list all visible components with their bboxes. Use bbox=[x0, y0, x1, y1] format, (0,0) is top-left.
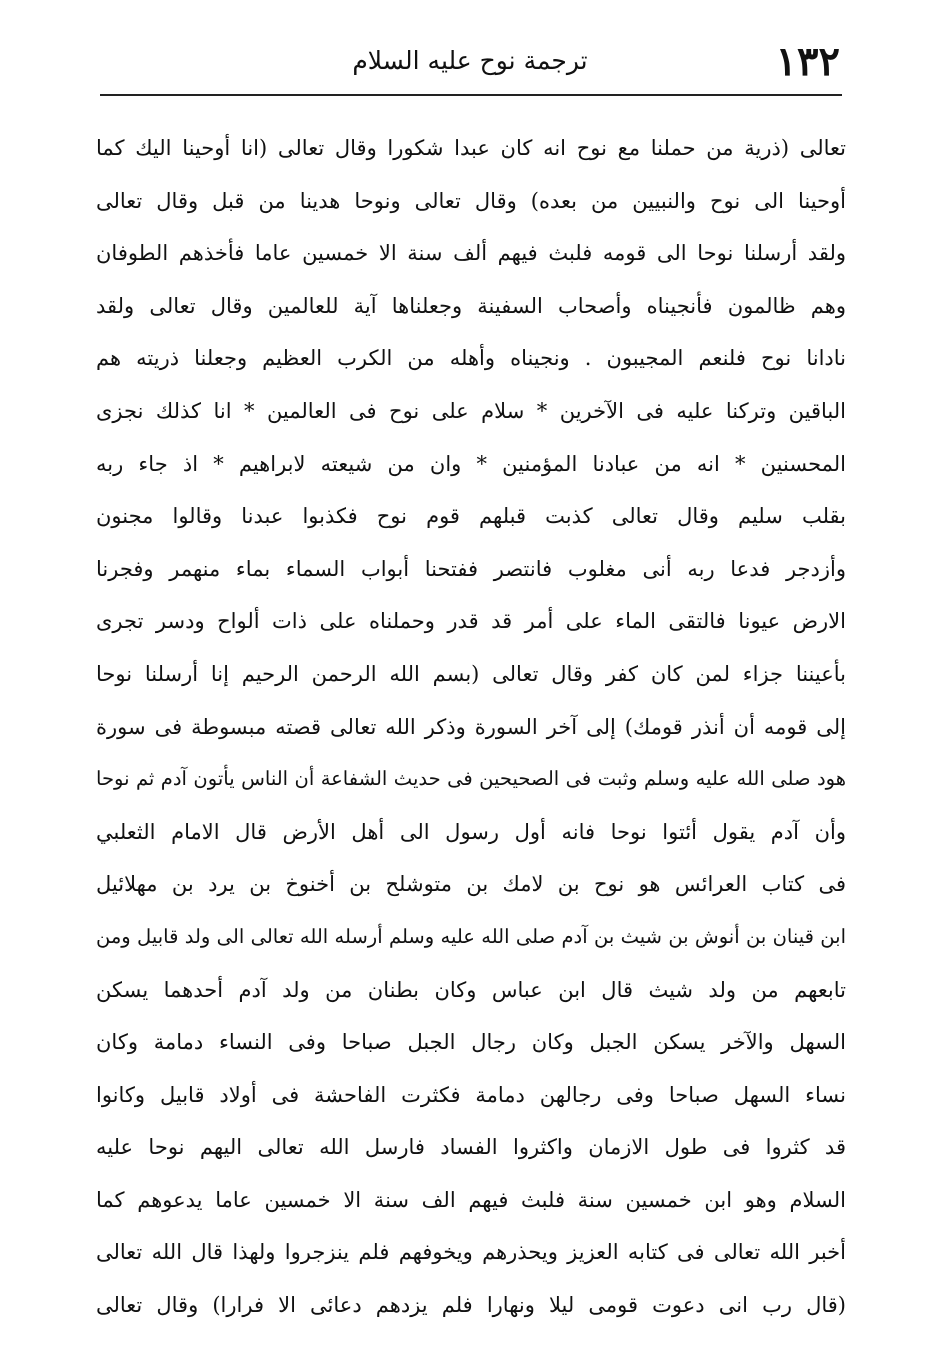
header-rule bbox=[100, 94, 842, 96]
text-line: بقلب سليم وقال تعالى كذبت قبلهم قوم نوح فكذبوا عبدنا وقالوا مجنون bbox=[96, 504, 846, 529]
text-line: أوحينا الى نوح والنبيين من بعده) وقال تعالى ونوحا هدينا من قبل وقال تعالى bbox=[96, 188, 846, 213]
text-line: إلى قومه أن أنذر قومك) إلى آخر السورة وذكر الله تعالى قصته مبسوطة فى سورة bbox=[96, 714, 846, 739]
text-line: فى كتاب العرائس هو نوح بن لامك بن متوشلح بن أخنوخ بن يرد بن مهلائيل bbox=[96, 872, 846, 897]
text-line: أخبر الله تعالى فى كتابه العزيز ويحذرهم ويخوفهم فلم ينزجروا ولهذا قال الله تعالى bbox=[96, 1240, 846, 1265]
body-text bbox=[96, 122, 846, 1332]
text-line: السلام وهو ابن خمسين سنة فلبث فيهم الف سنة الا خمسين عاما يدعوهم كما bbox=[96, 1187, 846, 1212]
text-line: هود صلى الله عليه وسلم وثبت فى الصحيحين فى حديث الشفاعة أن الناس يأتون آدم ثم نوحا bbox=[96, 767, 846, 791]
text-line: وأزدجر فدعا ربه أنى مغلوب فانتصر ففتحنا أبواب السماء بماء منهمر وفجرنا bbox=[96, 556, 846, 581]
page-header bbox=[100, 30, 840, 92]
text-line: وأن آدم يقول أئتوا نوحا فانه أول رسول الى أهل الأرض قال الامام الثعلبي bbox=[96, 819, 846, 844]
text-line: المحسنين * انه من عبادنا المؤمنين * وان من شيعته لابراهيم * اذ جاء ربه bbox=[96, 451, 846, 476]
text-line: وهم ظالمون فأنجيناه وأصحاب السفينة وجعلناها آية للعالمين وقال تعالى ولقد bbox=[96, 293, 846, 318]
text-line: الارض عيونا فالتقى الماء على أمر قد قدر وحملناه على ذات ألواح ودسر تجرى bbox=[96, 609, 846, 634]
text-line: ابن قينان بن أنوش بن شيث بن آدم صلى الله عليه وسلم أرسله الله تعالى الى ولد قابيل ومن bbox=[96, 924, 846, 948]
page-number: ١٣٢ bbox=[775, 38, 840, 85]
text-line: (قال رب انى دعوت قومى ليلا ونهارا فلم يزدهم دعائى الا فرارا) وقال تعالى bbox=[96, 1293, 846, 1318]
text-line: السهل والآخر يسكن الجبل وكان رجال الجبل صباحا وفى النساء دمامة وكان bbox=[96, 1030, 846, 1055]
text-line: تابعهم من ولد شيث قال ابن عباس وكان بطنان من ولد آدم أحدهما يسكن bbox=[96, 977, 846, 1002]
text-line: قد كثروا فى طول الازمان واكثروا الفساد فارسل الله تعالى اليهم نوحا عليه bbox=[96, 1135, 846, 1160]
running-title: ترجمة نوح عليه السلام bbox=[352, 46, 588, 75]
text-line: نساء السهل صباحا وفى رجالهن دمامة فكثرت الفاحشة فى أولاد قابيل وكانوا bbox=[96, 1082, 846, 1107]
text-line: تعالى (ذرية من حملنا مع نوح انه كان عبدا شكورا وقال تعالى (انا أوحينا اليك كما bbox=[96, 136, 846, 160]
text-line: ولقد أرسلنا نوحا الى قومه فلبث فيهم ألف سنة الا خمسين عاما فأخذهم الطوفان bbox=[96, 241, 846, 266]
text-line: بأعيننا جزاء لمن كان كفر وقال تعالى (بسم الله الرحمن الرحيم إنا أرسلنا نوحا bbox=[96, 661, 846, 686]
text-line: نادانا نوح فلنعم المجيبون . ونجيناه وأهله من الكرب العظيم وجعلنا ذريته هم bbox=[96, 346, 846, 371]
text-line: الباقين وتركنا عليه فى الآخرين * سلام على نوح فى العالمين * انا كذلك نجزى bbox=[96, 398, 846, 423]
